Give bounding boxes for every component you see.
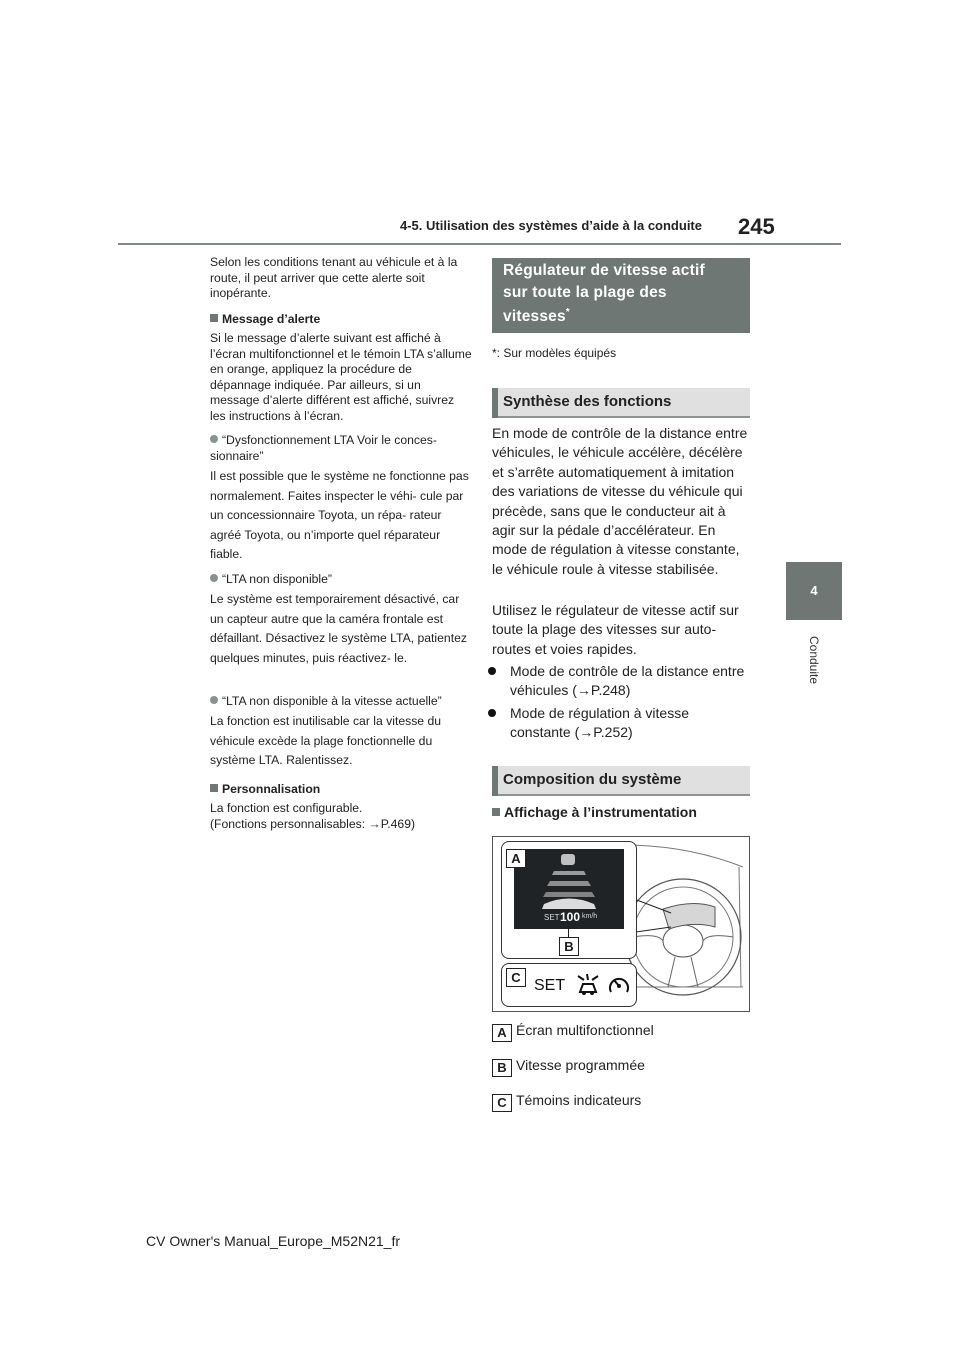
custom-paragraph [210, 801, 472, 832]
square-bullet-icon [210, 784, 218, 792]
circle-bullet-icon [210, 696, 218, 704]
chapter-label-text: Conduite [807, 635, 821, 685]
square-bullet-icon [210, 314, 218, 322]
circle-bullet-icon [210, 574, 218, 582]
footnote-star: * [565, 307, 570, 318]
composition-heading [492, 766, 750, 796]
section-title-banner [492, 258, 750, 333]
set-indicator: SET [534, 977, 566, 994]
item3-title [210, 694, 472, 710]
item3-text: La fonction est inutilisable car la vitesse du véhicule excède la plage fonctionnelle du système LTA. Ralentissez. [210, 714, 442, 767]
set-speed-value: 100 [560, 910, 581, 924]
item1-title [210, 433, 472, 464]
banner-line-3 [503, 307, 570, 326]
item3-title-text: “LTA non disponible à la vitesse actuelle” [222, 694, 442, 708]
heading-accent-bar [492, 388, 498, 418]
composition-heading-text: Composition du système [503, 771, 682, 788]
intro-paragraph [210, 255, 472, 302]
label-a: A [506, 849, 526, 868]
footer-text: CV Owner's Manual_Europe_M52N21_fr [146, 1233, 401, 1249]
panel-a [501, 841, 637, 959]
item2-paragraph [210, 590, 472, 668]
item2-text: Le système est temporairement désactivé, car un capteur autre que la caméra frontale est défaillant. Désactivez le système LTA, patientez quelques minutes, puis réactivez- le. [210, 592, 467, 665]
legend-item-a [492, 1022, 654, 1042]
display-screen [514, 849, 624, 929]
page-number: 245 [738, 214, 775, 239]
instrument-figure [492, 836, 750, 1012]
panel-c [501, 963, 637, 1007]
bullet-1 [492, 662, 750, 701]
legend-item-c [492, 1092, 641, 1112]
message-paragraph [210, 331, 472, 424]
custom-heading [210, 782, 472, 798]
bullet-2-text: Mode de régulation à vitesse constante (→P.252) [510, 705, 689, 741]
intro-text: Selon les conditions tenant au véhicule et à la route, il peut arriver que cette alerte soit inopérante. [210, 255, 458, 300]
bullet-dot-icon [488, 667, 496, 675]
legend-text-b: Vitesse programmée [516, 1057, 645, 1073]
paragraph-1-text: En mode de contrôle de la distance entre véhicules, le véhicule accélère, décélère et s’arrête automatiquement à imitation des variations de vitesse du véhicule qui précède, sans que le conducteur ait à agir sur la pédale d’accélérateur. En mode de régulation à vitesse constante, le véhicule roule à vitesse stabilisée. [492, 425, 748, 577]
legend-badge-b: B [492, 1059, 512, 1077]
legend-text-a: Écran multifonctionnel [516, 1022, 654, 1038]
banner-line-1: Régulateur de vitesse actif [503, 262, 705, 279]
affichage-heading-text: Affichage à l’instrumentation [504, 804, 697, 820]
item2-title-text: “LTA non disponible” [222, 572, 332, 586]
paragraph-1 [492, 424, 750, 579]
bullet-1-text: Mode de contrôle de la distance entre véhicules (→P.248) [510, 663, 745, 699]
cruise-control-icon [606, 972, 632, 998]
legend-badge-c: C [492, 1094, 512, 1112]
message-heading-text: Message d’alerte [222, 312, 321, 326]
custom-text-2: (Fonctions personnalisables: →P.469) [210, 816, 416, 831]
message-text: Si le message d’alerte suivant est affiché à l’écran multifonctionnel et le témoin LTA s’allume en orange, appliquez la procédure de dépannage indiquée. Par ailleurs, si un message d’alerte différent est affiché, suivrez les instructions à l’écran. [210, 331, 472, 423]
affichage-heading [492, 804, 697, 820]
synthese-heading-text: Synthèse des fonctions [503, 393, 672, 410]
header-divider [118, 243, 841, 245]
chapter-label [786, 630, 842, 690]
label-b: B [559, 937, 579, 956]
custom-heading-text: Personnalisation [222, 782, 321, 796]
item2-title [210, 572, 472, 588]
synthese-heading [492, 388, 750, 418]
radar-cruise-icon [574, 972, 602, 1000]
legend-badge-a: A [492, 1024, 512, 1042]
item1-text: Il est possible que le système ne fonctionne pas normalement. Faites inspecter le véhi- cule par un concessionnaire Toyota, un répa- rateur agréé Toyota, ou n’importe quel réparateur fiable. [210, 469, 469, 561]
heading-accent-bar [492, 766, 498, 796]
bullet-dot-icon [488, 709, 496, 717]
legend-text-c: Témoins indicateurs [516, 1092, 642, 1108]
legend-item-b [492, 1057, 645, 1077]
item3-paragraph [210, 712, 472, 771]
footnote: *: Sur modèles équipés [492, 346, 617, 360]
circle-bullet-icon [210, 435, 218, 443]
bullet-2 [492, 704, 750, 743]
square-bullet-icon [492, 808, 500, 816]
section-title: 4-5. Utilisation des systèmes d’aide à la conduite [400, 218, 702, 233]
set-small-label: SET [544, 913, 560, 922]
custom-text-1: La fonction est configurable. [210, 801, 363, 815]
speed-unit: km/h [582, 913, 598, 920]
banner-line-3-text: vitesses [503, 308, 566, 326]
message-heading [210, 312, 472, 328]
item1-paragraph [210, 467, 472, 565]
chapter-tab: 4 [786, 562, 842, 620]
item1-title-text: “Dysfonctionnement LTA Voir le conces- sionnaire” [210, 433, 437, 463]
paragraph-2-text: Utilisez le régulateur de vitesse actif sur toute la plage des vitesses sur auto- routes et voies rapides. [492, 602, 739, 657]
label-c: C [506, 968, 526, 987]
paragraph-2 [492, 601, 750, 659]
banner-line-2: sur toute la plage des [503, 284, 667, 301]
label-b-leader [568, 929, 569, 937]
